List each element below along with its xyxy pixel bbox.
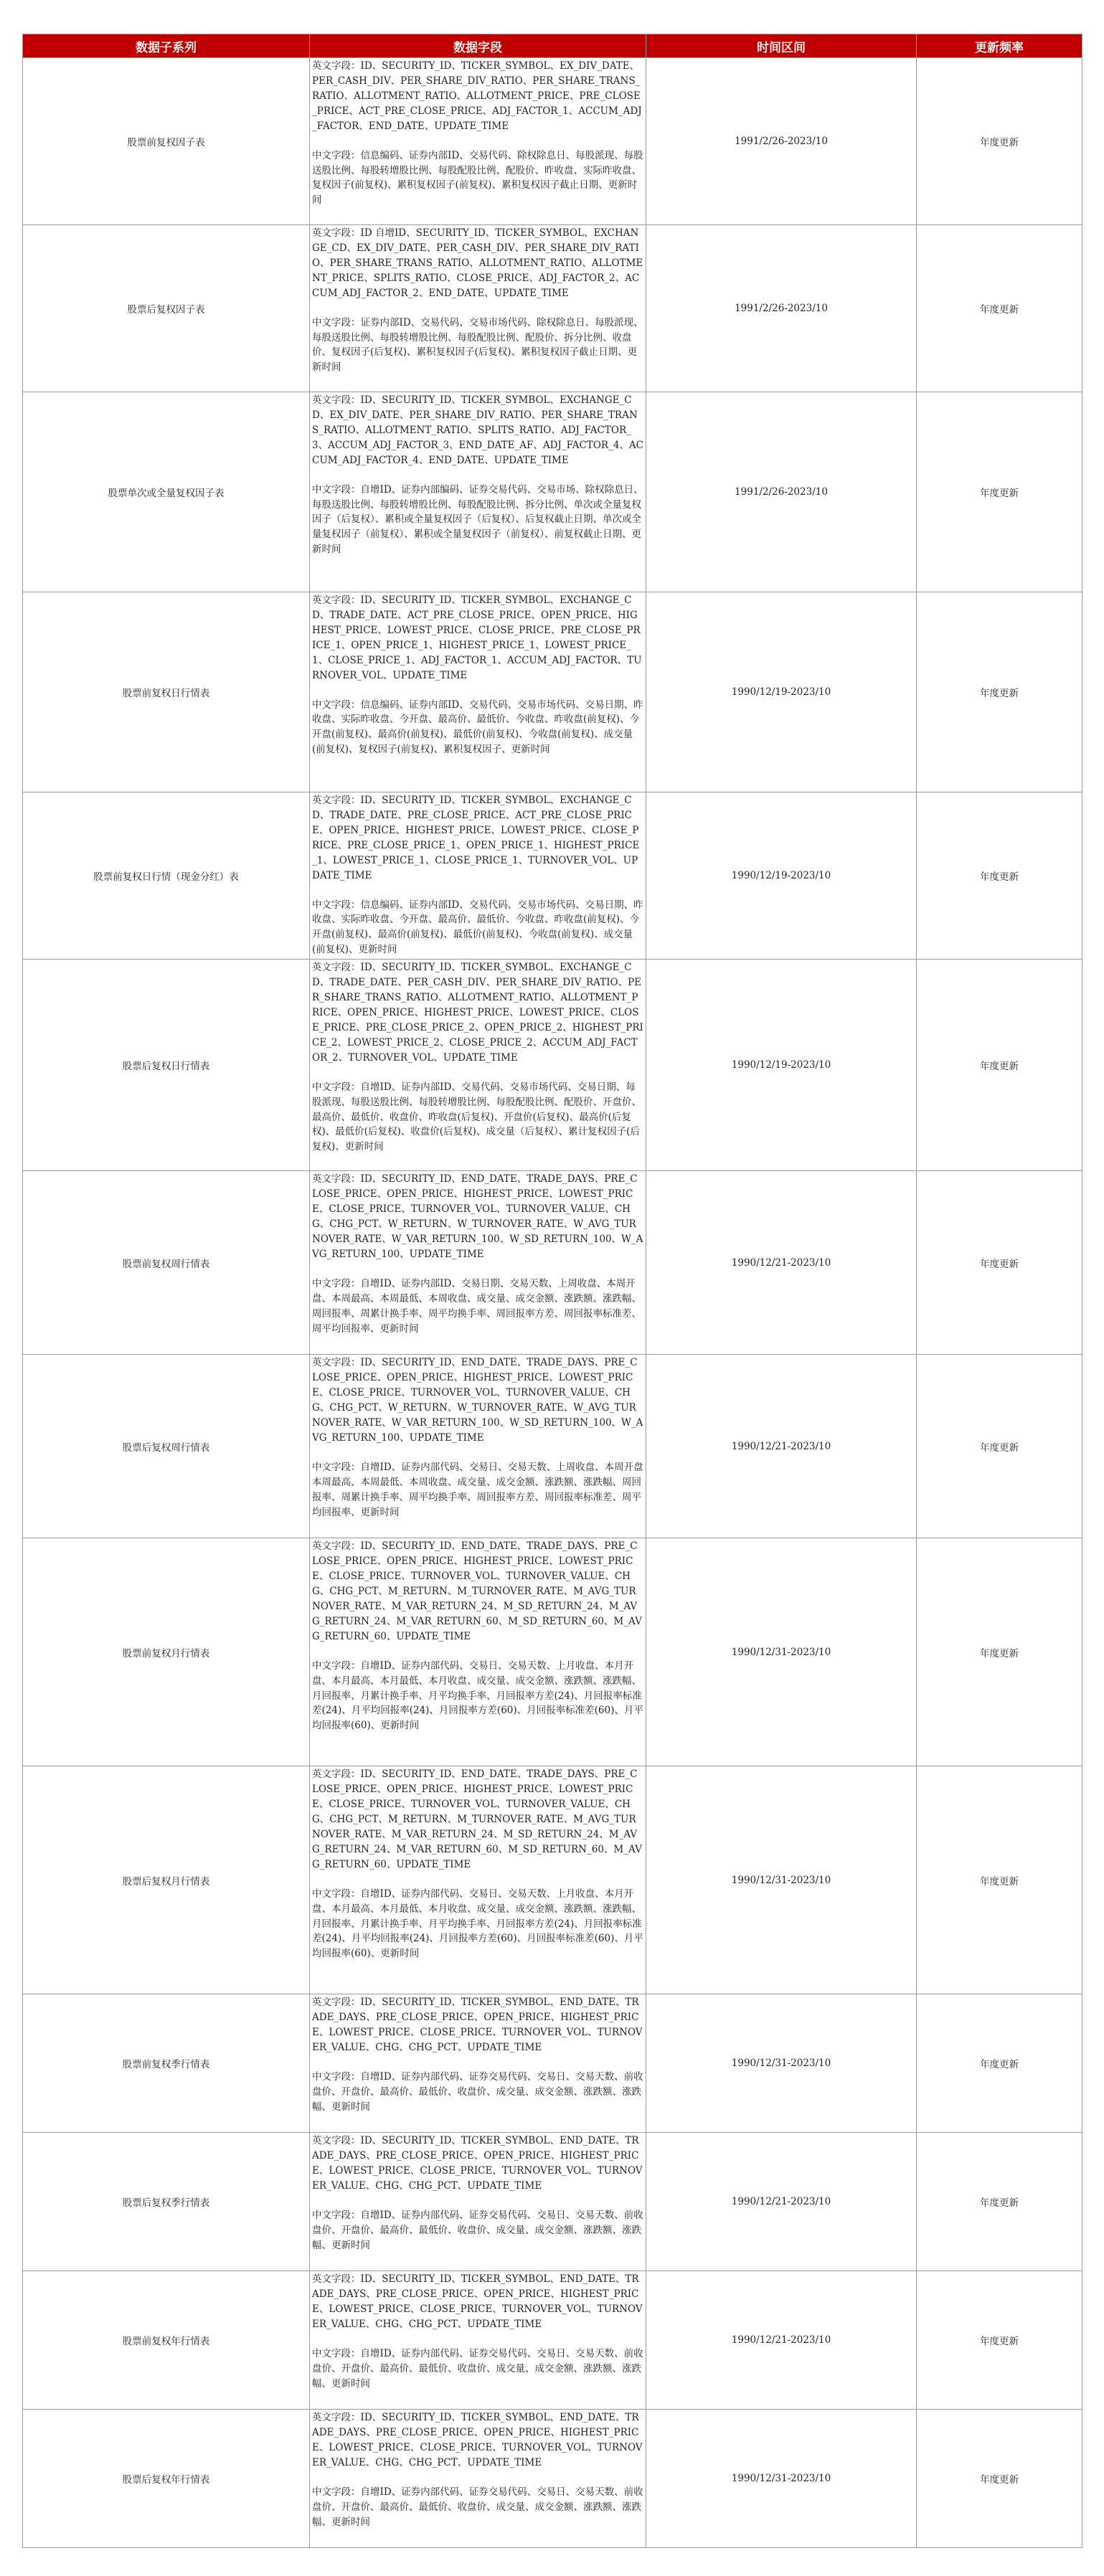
series-name: 股票单次或全量复权因子表 <box>23 392 310 592</box>
fields-english: 英文字段：ID 自增ID、SECURITY_ID、TICKER_SYMBOL、EXCHANGE_CD、EX_DIV_DATE、PER_CASH_DIV、PER_SHARE_DIV_RATIO、PER_SHARE_TRANS_RATIO、ALLOTMENT_RATIO、ALLOTMENT_PRICE、SPLITS_RATIO、CLOSE_PRICE、ADJ_FACTOR_2、ACCUM_ADJ_FACTOR_2、END_DATE、UPDATE_TIME <box>312 227 643 299</box>
table-row <box>23 2271 1082 2410</box>
fields-cell <box>310 1766 646 1994</box>
header-range: 时间区间 <box>646 34 917 58</box>
series-name: 股票后复权季行情表 <box>23 2133 310 2271</box>
fields-chinese: 中文字段：自增ID、证券内部ID、交易代码、交易市场代码、交易日期、每股派现、每股送股比例、每股转增股比例、每股配股比例、配股价、开盘价、最高价、最低价、收盘价、昨收盘(后复权)、开盘价(后复权)、最高价(后复权)、最低价(后复权)、收盘价(后复权)、成交量（后复权）、累计复权因子(后复权)、更新时间 <box>312 1081 641 1153</box>
update-frequency: 年度更新 <box>917 1538 1082 1766</box>
fields-cell <box>310 1355 646 1538</box>
fields-chinese: 中文字段：自增ID、证券内部代码、证券交易代码、交易日、交易天数、前收盘价、开盘价、最高价、最低价、收盘价、成交量、成交金额、涨跌额、涨跌幅、更新时间 <box>312 2347 643 2390</box>
table-row <box>23 792 1082 960</box>
time-range: 1990/12/21-2023/10 <box>646 1355 917 1538</box>
time-range: 1990/12/31-2023/10 <box>646 2410 917 2548</box>
table-row <box>23 225 1082 392</box>
header-frequency: 更新频率 <box>917 34 1082 58</box>
fields-cell <box>310 960 646 1171</box>
fields-english: 英文字段：ID、SECURITY_ID、TICKER_SYMBOL、END_DATE、TRADE_DAYS、PRE_CLOSE_PRICE、OPEN_PRICE、HIGHEST_PRICE、LOWEST_PRICE、CLOSE_PRICE、TURNOVER_VOL、TURNOVER_VALUE、CHG、CHG_PCT、UPDATE_TIME <box>312 1997 643 2053</box>
series-name: 股票后复权年行情表 <box>23 2410 310 2548</box>
update-frequency: 年度更新 <box>917 392 1082 592</box>
table-row <box>23 2133 1082 2271</box>
series-name: 股票前复权年行情表 <box>23 2271 310 2410</box>
update-frequency: 年度更新 <box>917 792 1082 960</box>
fields-chinese: 中文字段：自增ID、证券内部代码、证券交易代码、交易日、交易天数、前收盘价、开盘价、最高价、最低价、收盘价、成交量、成交金额、涨跌额、涨跌幅、更新时间 <box>312 2070 643 2113</box>
fields-chinese: 中文字段：证券内部ID、交易代码、交易市场代码、除权除息日、每股派现、每股送股比例、每股转增股比例、每股配股比例、配股价、拆分比例、收盘价、复权因子(后复权)、累积复权因子(后复权)、累积复权因子截止日期、更新时间 <box>312 316 643 374</box>
update-frequency: 年度更新 <box>917 58 1082 225</box>
time-range: 1990/12/21-2023/10 <box>646 2133 917 2271</box>
fields-chinese: 中文字段：自增ID、证券内部代码、证券交易代码、交易日、交易天数、前收盘价、开盘价、最高价、最低价、收盘价、成交量、成交金额、涨跌额、涨跌幅、更新时间 <box>312 2486 643 2528</box>
fields-cell <box>310 592 646 792</box>
fields-chinese: 中文字段：自增ID、证券内部代码、证券交易代码、交易日、交易天数、前收盘价、开盘价、最高价、最低价、收盘价、成交量、成交金额、涨跌额、涨跌幅、更新时间 <box>312 2209 643 2251</box>
update-frequency: 年度更新 <box>917 1994 1082 2133</box>
update-frequency: 年度更新 <box>917 225 1082 392</box>
series-name: 股票前复权日行情（现金分红）表 <box>23 792 310 960</box>
data-catalog-table <box>22 34 1082 2548</box>
table-row <box>23 1994 1082 2133</box>
series-name: 股票后复权月行情表 <box>23 1766 310 1994</box>
time-range: 1990/12/31-2023/10 <box>646 1994 917 2133</box>
series-name: 股票前复权日行情表 <box>23 592 310 792</box>
fields-chinese: 中文字段：自增ID、证券内部代码、交易日、交易天数、上月收盘、本月开盘、本月最高、本月最低、本月收盘、成交量、成交金额、涨跌额、涨跌幅、月回报率、月累计换手率、月平均换手率、月回报率方差(24)、月回报率标准差(24)、月平均回报率(24)、月回报率方差(60)、月回报率标准差(60)、月平均回报率(60)、更新时间 <box>312 1659 643 1732</box>
time-range: 1990/12/19-2023/10 <box>646 592 917 792</box>
fields-english: 英文字段：ID、SECURITY_ID、TICKER_SYMBOL、EX_DIV_DATE、PER_CASH_DIV、PER_SHARE_DIV_RATIO、PER_SHARE_TRANS_RATIO、ALLOTMENT_RATIO、ALLOTMENT_PRICE、PRE_CLOSE_PRICE、ACT_PRE_CLOSE_PRICE、ADJ_FACTOR_1、ACCUM_ADJ_FACTOR、END_DATE、UPDATE_TIME <box>312 60 642 132</box>
series-name: 股票前复权因子表 <box>23 58 310 225</box>
table-row <box>23 592 1082 792</box>
table-body <box>23 58 1082 2548</box>
fields-english: 英文字段：ID、SECURITY_ID、TICKER_SYMBOL、END_DATE、TRADE_DAYS、PRE_CLOSE_PRICE、OPEN_PRICE、HIGHEST_PRICE、LOWEST_PRICE、CLOSE_PRICE、TURNOVER_VOL、TURNOVER_VALUE、CHG、CHG_PCT、UPDATE_TIME <box>312 2135 643 2192</box>
fields-cell <box>310 1538 646 1766</box>
fields-english: 英文字段：ID、SECURITY_ID、TICKER_SYMBOL、EXCHANGE_CD、TRADE_DATE、PER_CASH_DIV、PER_SHARE_DIV_RATIO、PER_SHARE_TRANS_RATIO、ALLOTMENT_RATIO、ALLOTMENT_PRICE、OPEN_PRICE、HIGHEST_PRICE、LOWEST_PRICE、CLOSE_PRICE、PRE_CLOSE_PRICE_2、OPEN_PRICE_2、HIGHEST_PRICE_2、LOWEST_PRICE_2、CLOSE_PRICE_2、ACCUM_ADJ_FACTOR_2、TURNOVER_VOL、UPDATE_TIME <box>312 962 643 1064</box>
fields-chinese: 中文字段：信息编码、证券内部ID、交易代码、除权除息日、每股派现、每股送股比例、每股转增股比例、每股配股比例、配股价、昨收盘、实际昨收盘、复权因子(前复权)、累积复权因子(前复权)、累积复权因子截止日期、更新时间 <box>312 149 643 207</box>
fields-english: 英文字段：ID、SECURITY_ID、TICKER_SYMBOL、END_DATE、TRADE_DAYS、PRE_CLOSE_PRICE、OPEN_PRICE、HIGHEST_PRICE、LOWEST_PRICE、CLOSE_PRICE、TURNOVER_VOL、TURNOVER_VALUE、CHG、CHG_PCT、UPDATE_TIME <box>312 2273 643 2330</box>
fields-english: 英文字段：ID、SECURITY_ID、TICKER_SYMBOL、END_DATE、TRADE_DAYS、PRE_CLOSE_PRICE、OPEN_PRICE、HIGHEST_PRICE、LOWEST_PRICE、CLOSE_PRICE、TURNOVER_VOL、TURNOVER_VALUE、CHG、CHG_PCT、UPDATE_TIME <box>312 2412 643 2468</box>
fields-cell <box>310 792 646 960</box>
table-row <box>23 2410 1082 2548</box>
fields-cell <box>310 2133 646 2271</box>
time-range: 1990/12/19-2023/10 <box>646 960 917 1171</box>
fields-cell <box>310 2410 646 2548</box>
time-range: 1990/12/31-2023/10 <box>646 1538 917 1766</box>
time-range: 1991/2/26-2023/10 <box>646 58 917 225</box>
table-row <box>23 1538 1082 1766</box>
table-header <box>23 34 1082 58</box>
header-row <box>23 34 1082 58</box>
header-fields: 数据字段 <box>310 34 646 58</box>
fields-english: 英文字段：ID、SECURITY_ID、TICKER_SYMBOL、EXCHANGE_CD、TRADE_DATE、ACT_PRE_CLOSE_PRICE、OPEN_PRICE、HIGHEST_PRICE、LOWEST_PRICE、CLOSE_PRICE、PRE_CLOSE_PRICE_1、OPEN_PRICE_1、HIGHEST_PRICE_1、LOWEST_PRICE_1、CLOSE_PRICE_1、ADJ_FACTOR_1、ACCUM_ADJ_FACTOR、TURNOVER_VOL、UPDATE_TIME <box>312 595 642 681</box>
fields-english: 英文字段：ID、SECURITY_ID、TICKER_SYMBOL、EXCHANGE_CD、EX_DIV_DATE、PER_SHARE_DIV_RATIO、PER_SHARE_TRANS_RATIO、ALLOTMENT_RATIO、SPLITS_RATIO、ADJ_FACTOR_3、ACCUM_ADJ_FACTOR_3、END_DATE_AF、ADJ_FACTOR_4、ACCUM_ADJ_FACTOR_4、END_DATE、UPDATE_TIME <box>312 394 643 466</box>
fields-chinese: 中文字段：信息编码、证券内部ID、交易代码、交易市场代码、交易日期、昨收盘、实际昨收盘、今开盘、最高价、最低价、今收盘、昨收盘(前复权)、今开盘(前复权)、最高价(前复权)、最低价(前复权)、今收盘(前复权)、成交量(前复权)、更新时间 <box>312 899 643 956</box>
fields-cell <box>310 392 646 592</box>
fields-cell <box>310 58 646 225</box>
fields-cell <box>310 1994 646 2133</box>
fields-english: 英文字段：ID、SECURITY_ID、END_DATE、TRADE_DAYS、PRE_CLOSE_PRICE、OPEN_PRICE、HIGHEST_PRICE、LOWEST_PRICE、CLOSE_PRICE、TURNOVER_VOL、TURNOVER_VALUE、CHG、CHG_PCT、M_RETURN、M_TURNOVER_RATE、M_AVG_TURNOVER_RATE、M_VAR_RETURN_24、M_SD_RETURN_24、M_AVG_RETURN_24、M_VAR_RETURN_60、M_SD_RETURN_60、M_AVG_RETURN_60、UPDATE_TIME <box>312 1768 642 1870</box>
fields-chinese: 中文字段：自增ID、证券内部代码、交易日、交易天数、上周收盘、本周开盘本周最高、本周最低、本周收盘、成交量、成交金额、涨跌额、涨跌幅、周回报率、周累计换手率、周平均换手率、周回报率方差、周回报率标准差、周平均回报率、更新时间 <box>312 1461 643 1518</box>
table-row <box>23 392 1082 592</box>
update-frequency: 年度更新 <box>917 960 1082 1171</box>
series-name: 股票后复权因子表 <box>23 225 310 392</box>
table-row <box>23 960 1082 1171</box>
time-range: 1991/2/26-2023/10 <box>646 225 917 392</box>
update-frequency: 年度更新 <box>917 1171 1082 1355</box>
table-row <box>23 1171 1082 1355</box>
series-name: 股票前复权月行情表 <box>23 1538 310 1766</box>
fields-cell <box>310 225 646 392</box>
fields-chinese: 中文字段：自增ID、证券内部代码、交易日、交易天数、上月收盘、本月开盘、本月最高、本月最低、本月收盘、成交量、成交金额、涨跌额、涨跌幅、月回报率、月累计换手率、月平均换手率、月回报率方差(24)、月回报率标准差(24)、月平均回报率(24)、月回报率方差(60)、月回报率标准差(60)、月平均回报率(60)、更新时间 <box>312 1888 643 1960</box>
table-row <box>23 58 1082 225</box>
table-row <box>23 1766 1082 1994</box>
time-range: 1990/12/21-2023/10 <box>646 2271 917 2410</box>
series-name: 股票前复权周行情表 <box>23 1171 310 1355</box>
series-name: 股票后复权日行情表 <box>23 960 310 1171</box>
time-range: 1990/12/21-2023/10 <box>646 1171 917 1355</box>
fields-cell <box>310 2271 646 2410</box>
fields-chinese: 中文字段：自增ID、证券内部编码、证券交易代码、交易市场、除权除息日、每股送股比例、每股转增股比例、每股配股比例、拆分比例、单次或全量复权因子（后复权）、累积或全量复权因子（后复权）、后复权截止日期、单次或全量复权因子（前复权）、累积或全量复权因子（前复权）、前复权截止日期、更新时间 <box>312 483 643 556</box>
update-frequency: 年度更新 <box>917 2133 1082 2271</box>
time-range: 1991/2/26-2023/10 <box>646 392 917 592</box>
update-frequency: 年度更新 <box>917 1766 1082 1994</box>
time-range: 1990/12/19-2023/10 <box>646 792 917 960</box>
series-name: 股票前复权季行情表 <box>23 1994 310 2133</box>
update-frequency: 年度更新 <box>917 2271 1082 2410</box>
fields-english: 英文字段：ID、SECURITY_ID、TICKER_SYMBOL、EXCHANGE_CD、TRADE_DATE、PRE_CLOSE_PRICE、ACT_PRE_CLOSE_PRICE、OPEN_PRICE、HIGHEST_PRICE、LOWEST_PRICE、CLOSE_PRICE、PRE_CLOSE_PRICE_1、OPEN_PRICE_1、HIGHEST_PRICE_1、LOWEST_PRICE_1、CLOSE_PRICE_1、TURNOVER_VOL、UPDATE_TIME <box>312 795 640 881</box>
time-range: 1990/12/31-2023/10 <box>646 1766 917 1994</box>
series-name: 股票后复权周行情表 <box>23 1355 310 1538</box>
data-table-container <box>22 34 1082 2548</box>
header-series: 数据子系列 <box>23 34 310 58</box>
fields-english: 英文字段：ID、SECURITY_ID、END_DATE、TRADE_DAYS、PRE_CLOSE_PRICE、OPEN_PRICE、HIGHEST_PRICE、LOWEST_PRICE、CLOSE_PRICE、TURNOVER_VOL、TURNOVER_VALUE、CHG、CHG_PCT、M_RETURN、M_TURNOVER_RATE、M_AVG_TURNOVER_RATE、M_VAR_RETURN_24、M_SD_RETURN_24、M_AVG_RETURN_24、M_VAR_RETURN_60、M_SD_RETURN_60、M_AVG_RETURN_60、UPDATE_TIME <box>312 1540 642 1642</box>
fields-cell <box>310 1171 646 1355</box>
fields-chinese: 中文字段：自增ID、证券内部ID、交易日期、交易天数、上周收盘、本周开盘、本周最高、本周最低、本周收盘、成交量、成交金额、涨跌额、涨跌幅、周回报率、周累计换手率、周平均换手率、周回报率方差、周回报率标准差、周平均回报率、更新时间 <box>312 1277 641 1335</box>
update-frequency: 年度更新 <box>917 592 1082 792</box>
table-row <box>23 1355 1082 1538</box>
fields-english: 英文字段：ID、SECURITY_ID、END_DATE、TRADE_DAYS、PRE_CLOSE_PRICE、OPEN_PRICE、HIGHEST_PRICE、LOWEST_PRICE、CLOSE_PRICE、TURNOVER_VOL、TURNOVER_VALUE、CHG、CHG_PCT、W_RETURN、W_TURNOVER_RATE、W_AVG_TURNOVER_RATE、W_VAR_RETURN_100、W_SD_RETURN_100、W_AVG_RETURN_100、UPDATE_TIME <box>312 1357 643 1444</box>
fields-english: 英文字段：ID、SECURITY_ID、END_DATE、TRADE_DAYS、PRE_CLOSE_PRICE、OPEN_PRICE、HIGHEST_PRICE、LOWEST_PRICE、CLOSE_PRICE、TURNOVER_VOL、TURNOVER_VALUE、CHG、CHG_PCT、W_RETURN、W_TURNOVER_RATE、W_AVG_TURNOVER_RATE、W_VAR_RETURN_100、W_SD_RETURN_100、W_AVG_RETURN_100、UPDATE_TIME <box>312 1173 643 1260</box>
update-frequency: 年度更新 <box>917 1355 1082 1538</box>
update-frequency: 年度更新 <box>917 2410 1082 2548</box>
fields-chinese: 中文字段：信息编码、证券内部ID、交易代码、交易市场代码、交易日期、昨收盘、实际昨收盘、今开盘、最高价、最低价、今收盘、昨收盘(前复权)、今开盘(前复权)、最高价(前复权)、最低价(前复权)、今收盘(前复权)、成交量(前复权)、复权因子(前复权)、累积复权因子、更新时间 <box>312 699 643 756</box>
